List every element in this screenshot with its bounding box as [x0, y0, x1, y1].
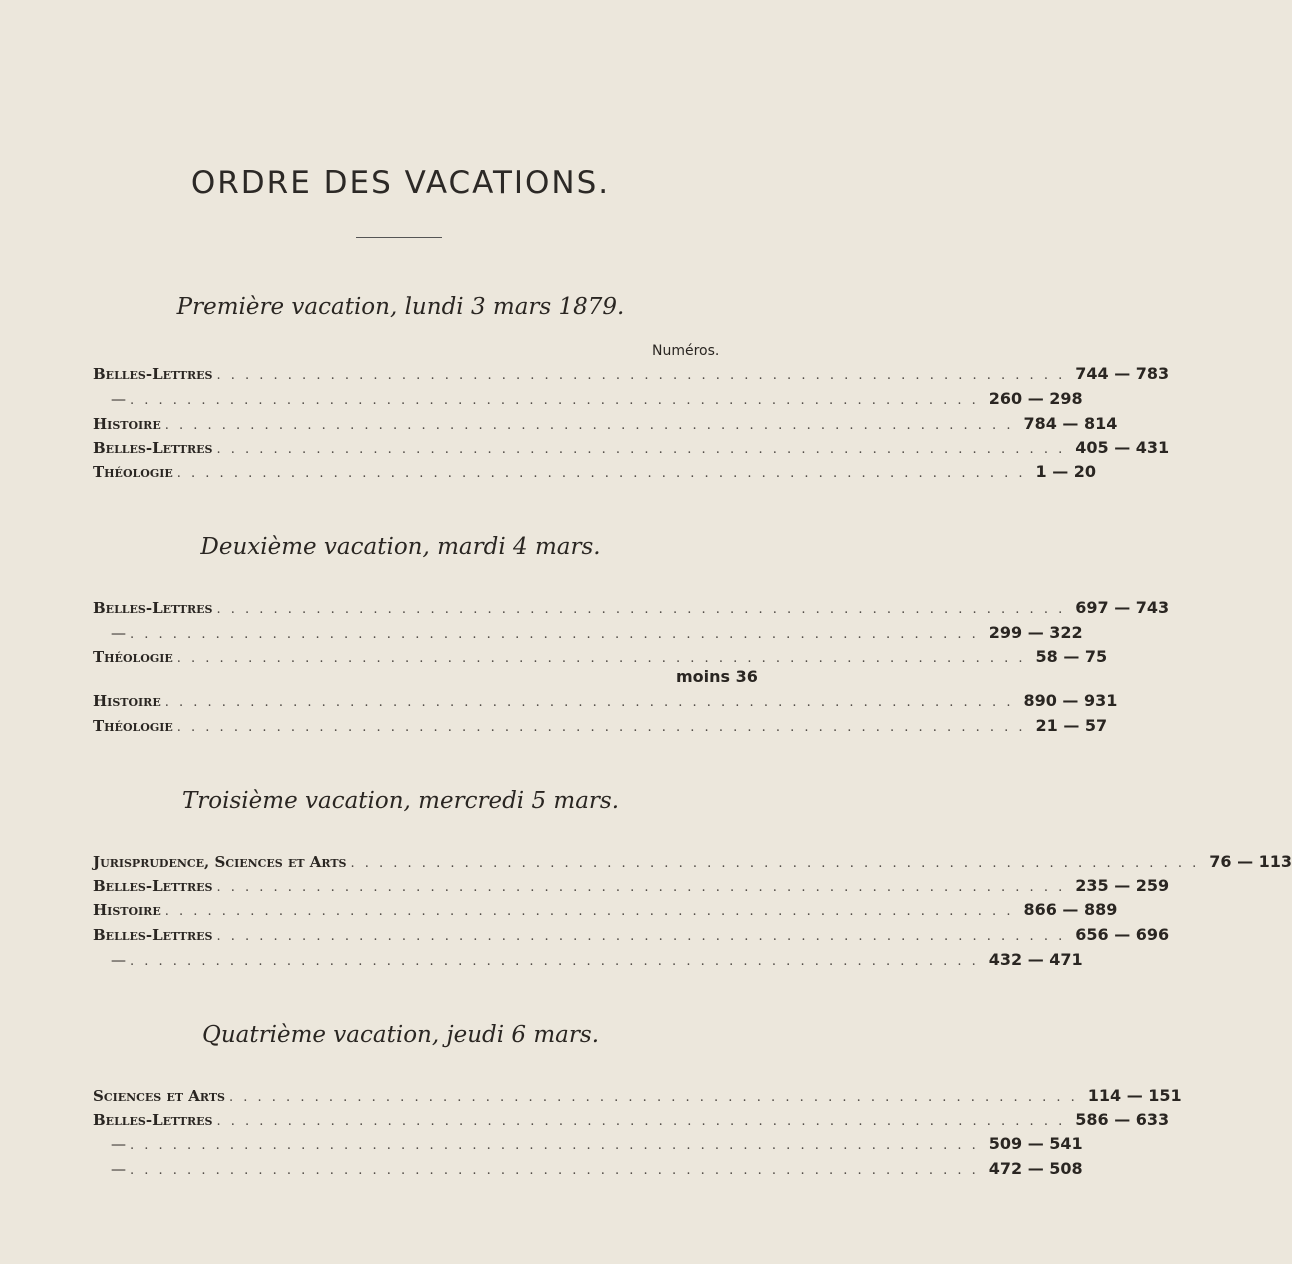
- section-heading-1: Première vacation, lundi 3 mars 1879.: [176, 294, 625, 320]
- leader-dots: . . . . . . . . . . . . . . . . . . . . . . . . . . . . . . . . . . . . . . . . . . . . . . . . . . . . . . . . . . . .: [176, 651, 1026, 666]
- entry-range: 432 — 471: [988, 950, 1083, 969]
- section-heading-2: Deuxième vacation, mardi 4 mars.: [200, 534, 601, 560]
- entry-row: [93, 1086, 1182, 1110]
- title-rule: [356, 237, 442, 238]
- entry-range: 866 — 889: [1023, 900, 1118, 919]
- entry-row: [93, 691, 1118, 715]
- entry-row: [93, 876, 1170, 900]
- entry-label: Histoire: [93, 415, 161, 433]
- entry-row: [93, 647, 1108, 671]
- entry-range: 890 — 931: [1023, 691, 1118, 710]
- entry-row: [93, 1110, 1170, 1134]
- entry-row: [93, 716, 1108, 740]
- entry-label: Théologie: [93, 463, 173, 481]
- entry-row: [93, 438, 1170, 462]
- entry-row: [93, 852, 1292, 876]
- leader-dots: . . . . . . . . . . . . . . . . . . . . . . . . . . . . . . . . . . . . . . . . . . . . . . . . . . . . . . . . . . . .: [130, 1163, 979, 1178]
- numbers-column-header: Numéros.: [652, 343, 720, 359]
- leader-dots: . . . . . . . . . . . . . . . . . . . . . . . . . . . . . . . . . . . . . . . . . . . . . . . . . . . . . . . . . . . .: [130, 627, 979, 642]
- leader-dots: . . . . . . . . . . . . . . . . . . . . . . . . . . . . . . . . . . . . . . . . . . . . . . . . . . . . . . . . . . . .: [350, 856, 1200, 871]
- leader-dots: . . . . . . . . . . . . . . . . . . . . . . . . . . . . . . . . . . . . . . . . . . . . . . . . . . . . . . . . . . . .: [130, 393, 979, 408]
- entry-label: Belles-Lettres: [93, 365, 213, 383]
- entry-range: 586 — 633: [1075, 1110, 1170, 1129]
- entry-label: —: [111, 390, 126, 408]
- entry-row: [93, 900, 1118, 924]
- entry-label: Histoire: [93, 692, 161, 710]
- entry-label: Belles-Lettres: [93, 439, 213, 457]
- entry-label: —: [111, 624, 126, 642]
- leader-dots: . . . . . . . . . . . . . . . . . . . . . . . . . . . . . . . . . . . . . . . . . . . . . . . . . . . . . . . . . . . .: [229, 1090, 1078, 1105]
- leader-dots: . . . . . . . . . . . . . . . . . . . . . . . . . . . . . . . . . . . . . . . . . . . . . . . . . . . . . . . . . . . .: [216, 929, 1066, 944]
- entry-range: 114 — 151: [1087, 1086, 1182, 1105]
- entry-range: 656 — 696: [1075, 925, 1170, 944]
- entry-range: 235 — 259: [1075, 876, 1170, 895]
- entry-label: Belles-Lettres: [93, 1111, 213, 1129]
- leader-dots: . . . . . . . . . . . . . . . . . . . . . . . . . . . . . . . . . . . . . . . . . . . . . . . . . . . . . . . . . . . .: [176, 720, 1026, 735]
- section-heading-4: Quatrième vacation, jeudi 6 mars.: [201, 1022, 600, 1048]
- range-note: moins 36: [676, 667, 758, 686]
- entry-range: 405 — 431: [1075, 438, 1170, 457]
- entry-label: Histoire: [93, 901, 161, 919]
- leader-dots: . . . . . . . . . . . . . . . . . . . . . . . . . . . . . . . . . . . . . . . . . . . . . . . . . . . . . . . . . . . .: [164, 904, 1014, 919]
- leader-dots: . . . . . . . . . . . . . . . . . . . . . . . . . . . . . . . . . . . . . . . . . . . . . . . . . . . . . . . . . . . .: [176, 466, 1026, 481]
- page-title: ORDRE DES VACATIONS.: [190, 165, 611, 201]
- entry-range: 509 — 541: [988, 1134, 1083, 1153]
- leader-dots: . . . . . . . . . . . . . . . . . . . . . . . . . . . . . . . . . . . . . . . . . . . . . . . . . . . . . . . . . . . .: [130, 954, 979, 969]
- entry-label: —: [111, 1160, 126, 1178]
- section-heading-3: Troisième vacation, mercredi 5 mars.: [181, 788, 620, 814]
- entry-label: Théologie: [93, 648, 173, 666]
- entry-label: Belles-Lettres: [93, 599, 213, 617]
- leader-dots: . . . . . . . . . . . . . . . . . . . . . . . . . . . . . . . . . . . . . . . . . . . . . . . . . . . . . . . . . . . .: [216, 1114, 1066, 1129]
- entry-label: Belles-Lettres: [93, 877, 213, 895]
- entry-row: [93, 462, 1097, 486]
- entry-range: 784 — 814: [1023, 414, 1118, 433]
- entry-range: 260 — 298: [988, 389, 1083, 408]
- entry-row: [93, 925, 1170, 949]
- entry-row: [93, 389, 1083, 413]
- leader-dots: . . . . . . . . . . . . . . . . . . . . . . . . . . . . . . . . . . . . . . . . . . . . . . . . . . . . . . . . . . . .: [216, 602, 1066, 617]
- entry-row: [93, 364, 1170, 388]
- entry-range: 21 — 57: [1035, 716, 1108, 735]
- leader-dots: . . . . . . . . . . . . . . . . . . . . . . . . . . . . . . . . . . . . . . . . . . . . . . . . . . . . . . . . . . . .: [216, 368, 1066, 383]
- entry-row: [93, 414, 1118, 438]
- entry-range: 697 — 743: [1075, 598, 1170, 617]
- entry-label: Jurisprudence, Sciences et Arts: [93, 853, 347, 871]
- leader-dots: . . . . . . . . . . . . . . . . . . . . . . . . . . . . . . . . . . . . . . . . . . . . . . . . . . . . . . . . . . . .: [216, 880, 1066, 895]
- entry-label: —: [111, 1135, 126, 1153]
- entry-row: [93, 1134, 1083, 1158]
- leader-dots: . . . . . . . . . . . . . . . . . . . . . . . . . . . . . . . . . . . . . . . . . . . . . . . . . . . . . . . . . . . .: [216, 442, 1066, 457]
- entry-range: 1 — 20: [1035, 462, 1097, 481]
- entry-range: 472 — 508: [988, 1159, 1083, 1178]
- entry-row: [93, 950, 1083, 974]
- entry-range: 744 — 783: [1075, 364, 1170, 383]
- entry-label: Sciences et Arts: [93, 1087, 225, 1105]
- entry-range: 58 — 75: [1035, 647, 1108, 666]
- entry-row: [93, 623, 1083, 647]
- entry-range: 76 — 113: [1209, 852, 1292, 871]
- entry-label: Théologie: [93, 717, 173, 735]
- entry-range: 299 — 322: [988, 623, 1083, 642]
- entry-row: [93, 1159, 1083, 1183]
- leader-dots: . . . . . . . . . . . . . . . . . . . . . . . . . . . . . . . . . . . . . . . . . . . . . . . . . . . . . . . . . . . .: [164, 418, 1014, 433]
- entry-label: —: [111, 951, 126, 969]
- entry-label: Belles-Lettres: [93, 926, 213, 944]
- entry-row: [93, 598, 1170, 622]
- leader-dots: . . . . . . . . . . . . . . . . . . . . . . . . . . . . . . . . . . . . . . . . . . . . . . . . . . . . . . . . . . . .: [164, 695, 1014, 710]
- leader-dots: . . . . . . . . . . . . . . . . . . . . . . . . . . . . . . . . . . . . . . . . . . . . . . . . . . . . . . . . . . . .: [130, 1138, 979, 1153]
